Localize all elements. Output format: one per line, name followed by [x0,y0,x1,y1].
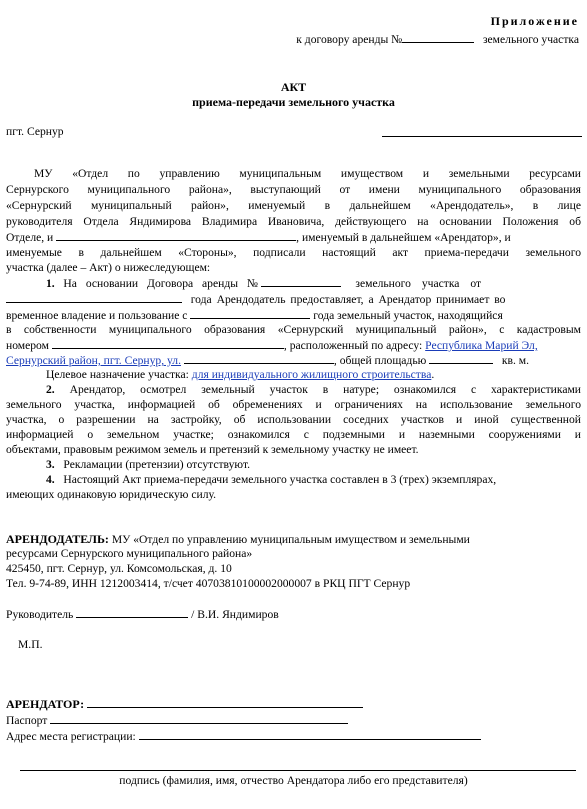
item-3-text: Рекламации (претензии) отсутствуют. [63,458,251,471]
date-blank [382,136,582,137]
place-label: пгт. Сернур [6,125,64,138]
p1-line: МУ «Отдел по управлению муниципальным имуществом и земельными ресурсами [34,167,581,180]
street-blank [184,353,334,364]
lessor-line [6,532,470,547]
item-1-text: года Арендодатель предоставляет, а Арендатор принимает во [190,293,506,306]
lessor-line: ресурсами Сернурского муниципального района» [6,547,253,560]
item-4-line: имеющих одинаковую юридическую силу. [6,488,217,501]
item-1-line: в собственности муниципального образования «Сернурский муниципальный район», с кадастровым [6,323,581,336]
contract-number-blank [261,276,341,287]
p1-line: участка (далее – Акт) о нижеследующем: [6,261,211,274]
address-link[interactable]: Республика Марий Эл, [425,339,538,352]
appendix-subtitle-text-a: к договору аренды № [296,33,403,46]
p1-text: , именуемый в дальнейшем «Арендатор», и [296,231,511,244]
item-2-line [6,383,581,397]
lessee-name-blank [56,230,296,241]
lessor-address: 425450, пгт. Сернур, ул. Комсомольская, д. 10 [6,562,232,575]
p1-line: руководителя Отдела Яндимирова Владимира Ивановича, действующего на основании Положения об [6,215,581,228]
head-label: Руководитель [6,608,74,621]
item-number: 2. [46,383,55,396]
address-blank [139,729,481,740]
area-blank [429,353,493,364]
address-line [6,729,481,744]
appendix-title: Приложение [490,14,579,28]
item-1-text: , общей площадью [333,354,427,367]
item-1-line [46,276,481,291]
address-label: Адрес места регистрации: [6,730,136,743]
contract-number-blank [402,32,474,43]
item-number: 1. [46,277,55,290]
item-2-line: объектами, правовым режимом земель и претензий к земельному участку не имеет. [6,443,419,456]
lessor-label: АРЕНДОДАТЕЛЬ: [6,532,109,546]
p1-line: именуемые в дальнейшем «Стороны», подписали настоящий акт приема-передачи земельного [6,246,581,259]
lessor-signature-line [6,607,279,622]
item-1-line [46,368,434,382]
document-title: АКТ [280,80,307,94]
item-1-text: земельного участка от [355,277,482,290]
item-1-text: На основании Договора аренды № [63,277,258,290]
item-1-line [6,338,538,353]
item-2-line: участка, о разрешении на застройку, об использовании соседних участков и иной существенной [6,413,581,426]
item-number: 4. [46,473,55,486]
p1-line [6,230,511,245]
item-2-text: Арендатор, осмотрел земельный участок в натуре; ознакомился с характеристиками [69,383,581,396]
item-1-text: номером [6,339,49,352]
item-number: 3. [46,458,55,471]
stamp-placeholder: М.П. [18,638,43,651]
lessee-name-blank [87,697,363,708]
address-link[interactable]: Сернурский район, пгт. Сернур, ул. [6,354,181,367]
item-1-text: кв. м. [501,354,530,367]
item-1-text: , расположенный по адресу: [283,339,423,352]
signature-blank [20,770,576,771]
lessee-line [6,697,363,712]
item-1-text: года земельный участок, находящийся [313,309,503,322]
item-1-text: . [431,368,435,381]
head-name: / В.И. Яндимиров [191,608,279,621]
lessor-requisites: Тел. 9-74-89, ИНН 1212003414, т/счет 40703810100002000007 в РКЦ ПГТ Сернур [6,577,411,590]
head-signature-blank [76,607,188,618]
item-4-text: Настоящий Акт приема-передачи земельного участка составлен в 3 (трех) экземплярах, [63,473,497,486]
passport-blank [50,713,348,724]
item-2-line: земельного участка, информацией об обременениях и ограничениях на использование земельного [6,398,581,411]
start-date-blank [190,308,310,319]
purpose-link[interactable]: для индивидуального жилищного строительства [191,368,432,381]
item-1-line [6,308,503,323]
passport-line [6,713,348,728]
p1-line: «Сернурский муниципальный район», именуемый в дальнейшем «Арендодатель», в лице [6,199,581,212]
item-1-text: временное владение и пользование с [6,309,188,322]
signature-caption: подпись (фамилия, имя, отчество Арендатора либо его представителя) [119,774,468,787]
appendix-subtitle [296,32,579,47]
p1-line: Сернурского муниципального района», выступающий от имени муниципального образования [6,183,581,196]
item-2-line: информацией о земельном участке; ознакомился с подземными и наземными сооружениями и [6,428,581,441]
contract-date-blank [6,292,182,303]
item-3-line [46,458,250,472]
item-1-text: Целевое назначение участка: [46,368,189,381]
appendix-subtitle-text-b: земельного участка [482,33,579,46]
document-subtitle: приема-передачи земельного участка [192,95,395,109]
p1-text: Отделе, и [6,231,54,244]
item-1-line [6,353,529,368]
cadastral-number-blank [52,338,284,349]
item-4-line [46,473,496,487]
passport-label: Паспорт [6,714,48,727]
lessor-text: МУ «Отдел по управлению муниципальным имуществом и земельными [111,533,470,546]
lessee-label: АРЕНДАТОР: [6,697,85,711]
item-1-line [6,292,505,307]
